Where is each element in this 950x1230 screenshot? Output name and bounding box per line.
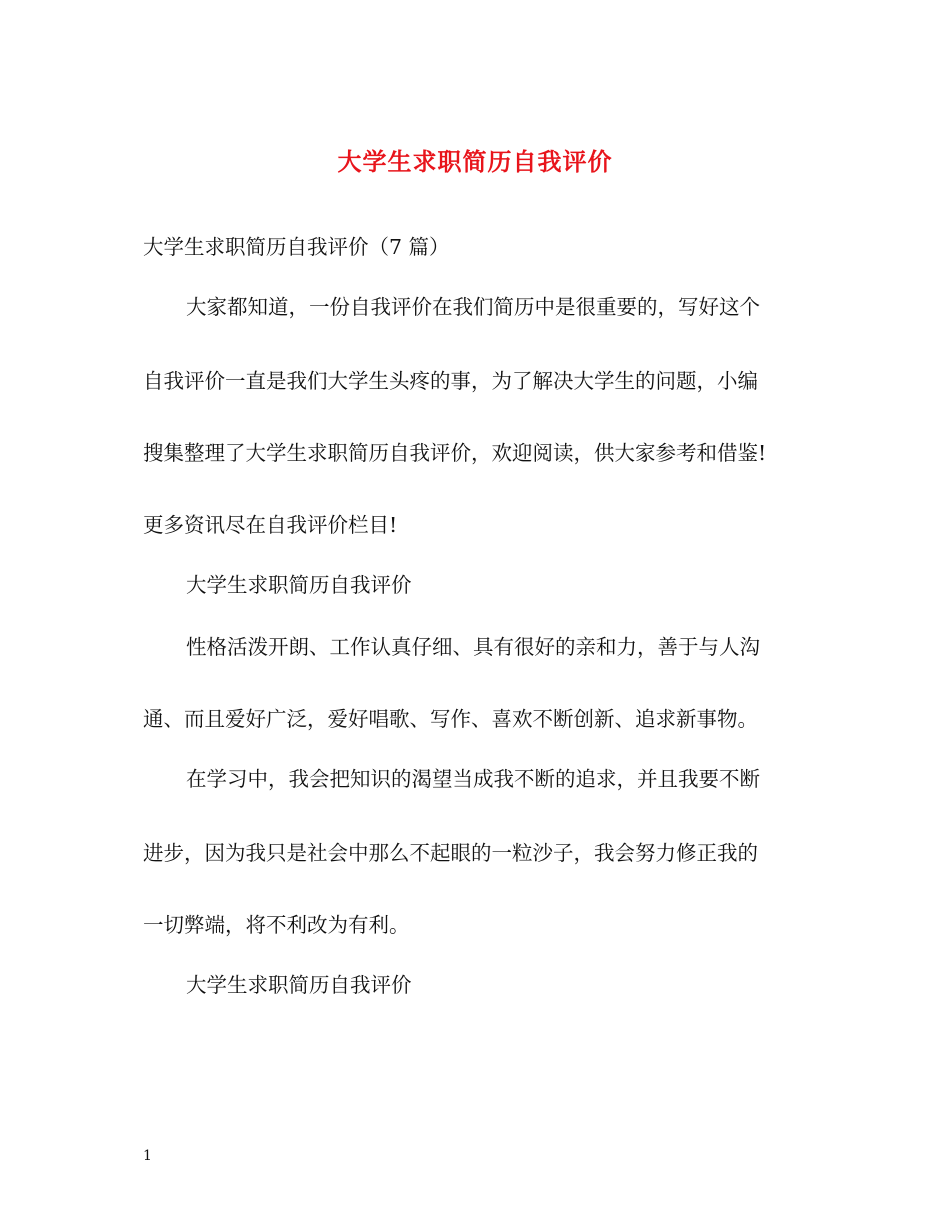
paragraph-line: 在学习中，我会把知识的渴望当成我不断的追求，并且我要不断 — [186, 767, 760, 791]
section-heading: 大学生求职简历自我评价 — [186, 973, 412, 997]
paragraph-line: 搜集整理了大学生求职简历自我评价，欢迎阅读，供大家参考和借鉴! — [143, 441, 767, 465]
paragraph-line: 进步，因为我只是社会中那么不起眼的一粒沙子，我会努力修正我的 — [143, 841, 758, 865]
paragraph-line: 大家都知道，一份自我评价在我们简历中是很重要的，写好这个 — [186, 295, 760, 319]
document-title: 大学生求职简历自我评价 — [337, 147, 613, 176]
page-number: 1 — [143, 1148, 152, 1164]
paragraph-line: 性格活泼开朗、工作认真仔细、具有很好的亲和力，善于与人沟 — [186, 635, 760, 659]
section-heading: 大学生求职简历自我评价 — [186, 573, 412, 597]
document-subtitle: 大学生求职简历自我评价（7 篇） — [143, 235, 450, 259]
paragraph-line: 一切弊端，将不利改为有利。 — [143, 913, 410, 937]
paragraph-line: 自我评价一直是我们大学生头疼的事，为了解决大学生的问题，小编 — [143, 369, 758, 393]
paragraph-line: 更多资讯尽在自我评价栏目! — [143, 513, 398, 537]
paragraph-line: 通、而且爱好广泛，爱好唱歌、写作、喜欢不断创新、追求新事物。 — [143, 707, 758, 731]
